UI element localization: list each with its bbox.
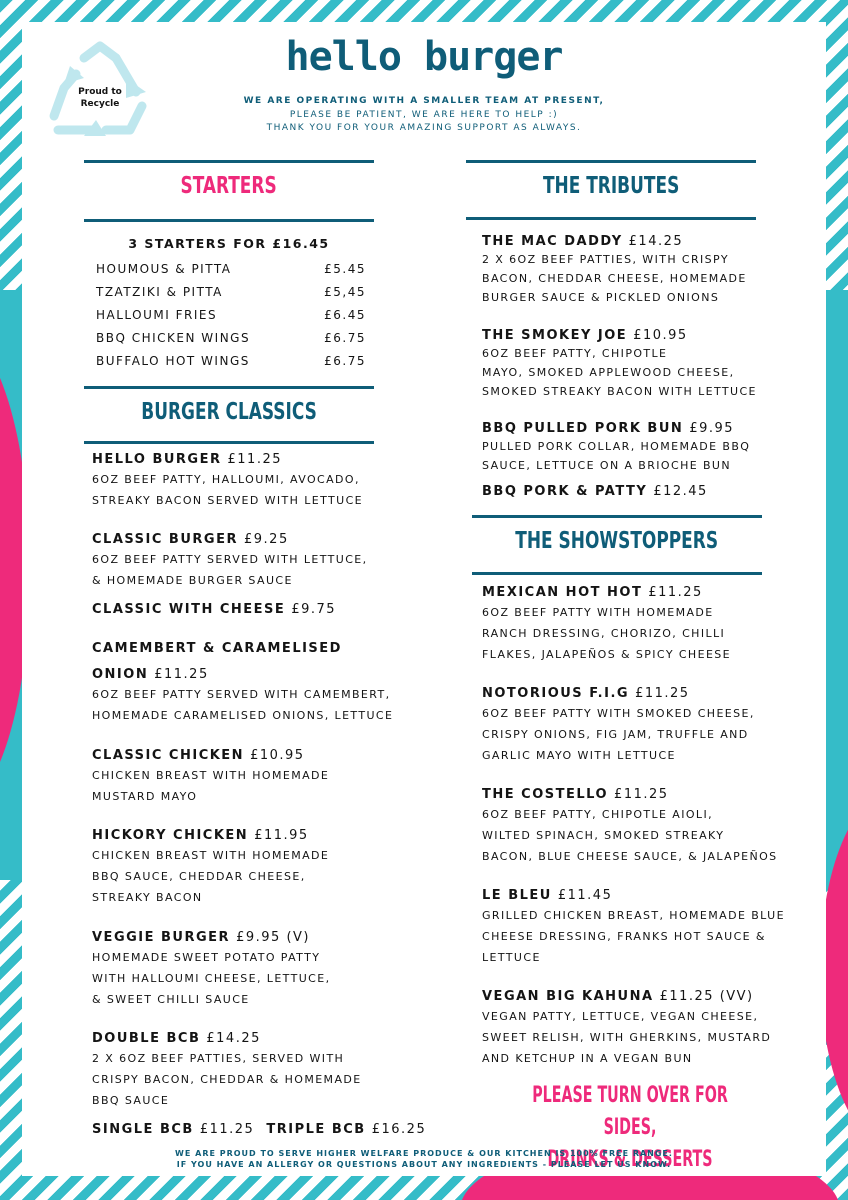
- menu-item: [482, 328, 757, 401]
- menu-item: [482, 585, 731, 665]
- item-price: £10.95: [633, 328, 688, 343]
- starters-title: STARTERS: [180, 173, 278, 199]
- starter-name: HALLOUMI FRIES: [96, 307, 218, 322]
- menu-item: [482, 421, 750, 475]
- item-price: £11.45: [557, 888, 613, 903]
- item-title: [482, 585, 731, 600]
- item-desc: BACON, CHEDDAR CHEESE, HOMEMADE: [482, 272, 747, 285]
- item-title: [482, 484, 708, 499]
- item-price: £9.95: [689, 421, 735, 436]
- item-name: CLASSIC WITH CHEESE: [92, 602, 286, 617]
- starters-list: [84, 257, 374, 372]
- item-name: VEGAN BIG KAHUNA: [482, 989, 654, 1004]
- item-name: CLASSIC CHICKEN: [92, 748, 245, 763]
- item-price: £9.25: [244, 532, 289, 547]
- item-desc: CHICKEN BREAST WITH HOMEMADE: [92, 769, 330, 782]
- turn-over-line: PLEASE TURN OVER FOR SIDES,: [532, 1083, 728, 1140]
- item-desc: BACON, BLUE CHEESE SAUCE, & JALAPEÑOS: [482, 850, 778, 863]
- starter-name: BBQ CHICKEN WINGS: [96, 330, 251, 345]
- item-price: £11.25: [614, 787, 669, 802]
- item-title: [92, 452, 363, 467]
- item-title: [92, 532, 368, 547]
- item-title: [482, 787, 778, 802]
- item-name: SINGLE BCB: [92, 1122, 194, 1137]
- item-title: [92, 930, 331, 945]
- item-price: £10.95: [250, 748, 305, 763]
- menu-item: [482, 989, 771, 1069]
- item-title: [482, 888, 785, 903]
- section-heading: [472, 515, 762, 575]
- menu-item: [92, 641, 393, 726]
- starter-price: £6.45: [324, 307, 366, 322]
- item-desc: 6OZ BEEF PATTY WITH SMOKED CHEESE,: [482, 707, 755, 720]
- item-desc: 6OZ BEEF PATTY WITH HOMEMADE: [482, 606, 714, 619]
- section-heading: [84, 160, 374, 222]
- item-desc: 6OZ BEEF PATTY, HALLOUMI, AVOCADO,: [92, 473, 360, 486]
- item-price: £11.25: [648, 585, 703, 600]
- item-price: £11.25: [154, 667, 209, 682]
- showstoppers-title: THE SHOWSTOPPERS: [515, 528, 719, 554]
- section-heading: [84, 386, 374, 444]
- menu-item: [482, 484, 708, 499]
- item-price: £14.25: [628, 234, 684, 249]
- item-desc: AND KETCHUP IN A VEGAN BUN: [482, 1052, 693, 1065]
- item-name: VEGGIE BURGER: [92, 930, 231, 945]
- list-item: [96, 257, 366, 280]
- item-name: DOUBLE BCB: [92, 1031, 201, 1046]
- notice-line: PLEASE BE PATIENT, WE ARE HERE TO HELP :): [289, 109, 559, 120]
- item-desc: CRISPY BACON, CHEDDAR & HOMEMADE: [92, 1073, 362, 1086]
- starter-name: TZATZIKI & PITTA: [96, 284, 223, 299]
- starter-price: £5.45: [324, 261, 366, 276]
- item-name: HICKORY CHICKEN: [92, 828, 249, 843]
- item-desc: STREAKY BACON SERVED WITH LETTUCE: [92, 494, 364, 507]
- item-price: £11.25: [635, 686, 690, 701]
- item-desc: VEGAN PATTY, LETTUCE, VEGAN CHEESE,: [482, 1010, 759, 1023]
- notice-line: WE ARE OPERATING WITH A SMALLER TEAM AT PRESENT,: [243, 96, 605, 106]
- item-desc: MAYO, SMOKED APPLEWOOD CHEESE,: [482, 366, 735, 379]
- item-price: £9.95 (V): [236, 930, 310, 945]
- item-desc: 2 X 6OZ BEEF PATTIES, SERVED WITH: [92, 1052, 345, 1065]
- item-desc: HOMEMADE CARAMELISED ONIONS, LETTUCE: [92, 709, 394, 722]
- item-title: [92, 748, 329, 763]
- item-desc: CHICKEN BREAST WITH HOMEMADE: [92, 849, 330, 862]
- item-title: [482, 234, 747, 249]
- item-name: BBQ PULLED PORK BUN: [482, 421, 684, 436]
- item-desc: GARLIC MAYO WITH LETTUCE: [482, 749, 676, 762]
- menu-item: [92, 602, 336, 617]
- starter-name: HOUMOUS & PITTA: [96, 261, 232, 276]
- item-title: [482, 989, 771, 1004]
- item-desc: BBQ SAUCE: [92, 1094, 170, 1107]
- starter-price: £6.75: [324, 330, 366, 345]
- item-title: [92, 667, 393, 682]
- menu-item: [92, 930, 331, 1010]
- item-desc: 6OZ BEEF PATTY, CHIPOTLE: [482, 347, 668, 360]
- item-price: £11.25: [199, 1122, 255, 1137]
- item-name: THE MAC DADDY: [482, 234, 623, 249]
- notice-line: THANK YOU FOR YOUR AMAZING SUPPORT AS ALWAYS.: [266, 123, 582, 133]
- starters-deal: 3 STARTERS FOR £16.45: [128, 236, 330, 251]
- item-name: BBQ PORK & PATTY: [482, 484, 648, 499]
- item-desc: 6OZ BEEF PATTY, CHIPOTLE AIOLI,: [482, 808, 713, 821]
- list-item: [96, 349, 366, 372]
- item-title: [92, 1031, 362, 1046]
- footer-line: WE ARE PROUD TO SERVE HIGHER WELFARE PRODUCE & OUR KITCHEN IS 100% FREE RANGE.: [175, 1149, 673, 1158]
- item-name: MEXICAN HOT HOT: [482, 585, 643, 600]
- item-desc: HOMEMADE SWEET POTATO PATTY: [92, 951, 321, 964]
- item-desc: SWEET RELISH, WITH GHERKINS, MUSTARD: [482, 1031, 772, 1044]
- item-title: [92, 828, 329, 843]
- starter-name: BUFFALO HOT WINGS: [96, 353, 250, 368]
- turn-over-line: DRINKS & DESSERTS: [547, 1147, 713, 1172]
- item-price: £11.25: [227, 452, 283, 467]
- menu-item: [92, 452, 363, 511]
- footer-note: [100, 1148, 748, 1170]
- item-desc: RANCH DRESSING, CHORIZO, CHILLI: [482, 627, 726, 640]
- item-desc: GRILLED CHICKEN BREAST, HOMEMADE BLUE: [482, 909, 785, 922]
- item-price: £9.75: [291, 602, 337, 617]
- item-desc: MUSTARD MAYO: [92, 790, 198, 803]
- menu-item: [482, 234, 747, 307]
- item-name: ONION: [92, 667, 149, 682]
- item-desc: FLAKES, JALAPEÑOS & SPICY CHEESE: [482, 648, 732, 661]
- item-name: LE BLEU: [482, 888, 552, 903]
- item-name: TRIPLE BCB: [266, 1122, 366, 1137]
- item-price: £14.25: [206, 1031, 261, 1046]
- starter-price: £5,45: [324, 284, 366, 299]
- menu-item: [482, 686, 755, 766]
- item-desc: BURGER SAUCE & PICKLED ONIONS: [482, 291, 720, 304]
- item-name: THE COSTELLO: [482, 787, 609, 802]
- recycle-badge-label: Proud to Recycle: [78, 87, 122, 109]
- item-desc: BBQ SAUCE, CHEDDAR CHEESE,: [92, 870, 306, 883]
- item-desc: CHEESE DRESSING, FRANKS HOT SAUCE &: [482, 930, 766, 943]
- menu-item: [92, 532, 368, 591]
- item-desc: & HOMEMADE BURGER SAUCE: [92, 574, 293, 587]
- item-title: [482, 421, 750, 436]
- list-item: [96, 326, 366, 349]
- item-title: CAMEMBERT & CARAMELISED: [92, 641, 342, 656]
- section-heading: [466, 160, 756, 220]
- item-desc: WITH HALLOUMI CHEESE, LETTUCE,: [92, 972, 331, 985]
- item-price: £11.25 (VV): [659, 989, 754, 1004]
- menu-item: [92, 828, 329, 908]
- classics-title: BURGER CLASSICS: [141, 399, 317, 425]
- item-title: [92, 602, 336, 617]
- classics-section: [84, 386, 374, 444]
- item-name: NOTORIOUS F.I.G: [482, 686, 630, 701]
- item-desc: WILTED SPINACH, SMOKED STREAKY: [482, 829, 725, 842]
- item-price: £11.95: [254, 828, 309, 843]
- list-item: [96, 280, 366, 303]
- item-desc: CRISPY ONIONS, FIG JAM, TRUFFLE AND: [482, 728, 749, 741]
- menu-item: [92, 748, 329, 807]
- item-desc: LETTUCE: [482, 951, 541, 964]
- item-desc: SAUCE, LETTUCE ON A BRIOCHE BUN: [482, 459, 732, 472]
- item-title: [92, 1122, 426, 1137]
- item-title: [482, 328, 757, 343]
- item-desc: & SWEET CHILLI SAUCE: [92, 993, 250, 1006]
- item-title: [482, 686, 755, 701]
- menu-item: [482, 888, 785, 968]
- menu-item: [92, 1122, 426, 1137]
- list-item: [96, 303, 366, 326]
- item-desc: PULLED PORK COLLAR, HOMEMADE BBQ: [482, 440, 751, 453]
- starters-section: [84, 160, 374, 372]
- item-price: £12.45: [653, 484, 708, 499]
- brand-logo: hello burger: [285, 34, 563, 80]
- item-name: THE SMOKEY JOE: [482, 328, 628, 343]
- item-desc: 6OZ BEEF PATTY SERVED WITH CAMEMBERT,: [92, 688, 391, 701]
- item-desc: SMOKED STREAKY BACON WITH LETTUCE: [482, 385, 757, 398]
- tributes-title: THE TRIBUTES: [542, 173, 680, 199]
- menu-item: [482, 787, 778, 867]
- staffing-notice: [200, 95, 648, 136]
- starter-price: £6.75: [324, 353, 366, 368]
- item-name: HELLO BURGER: [92, 452, 222, 467]
- item-desc: STREAKY BACON: [92, 891, 203, 904]
- footer-line: IF YOU HAVE AN ALLERGY OR QUESTIONS ABOUT ANY INGREDIENTS - PLEASE LET US KNOW.: [176, 1160, 672, 1169]
- item-desc: 6OZ BEEF PATTY SERVED WITH LETTUCE,: [92, 553, 368, 566]
- item-price: £16.25: [371, 1122, 427, 1137]
- tributes-section: [466, 160, 756, 220]
- item-desc: 2 X 6OZ BEEF PATTIES, WITH CRISPY: [482, 253, 729, 266]
- item-name: CLASSIC BURGER: [92, 532, 238, 547]
- showstoppers-section: [472, 515, 762, 575]
- menu-item: [92, 1031, 362, 1111]
